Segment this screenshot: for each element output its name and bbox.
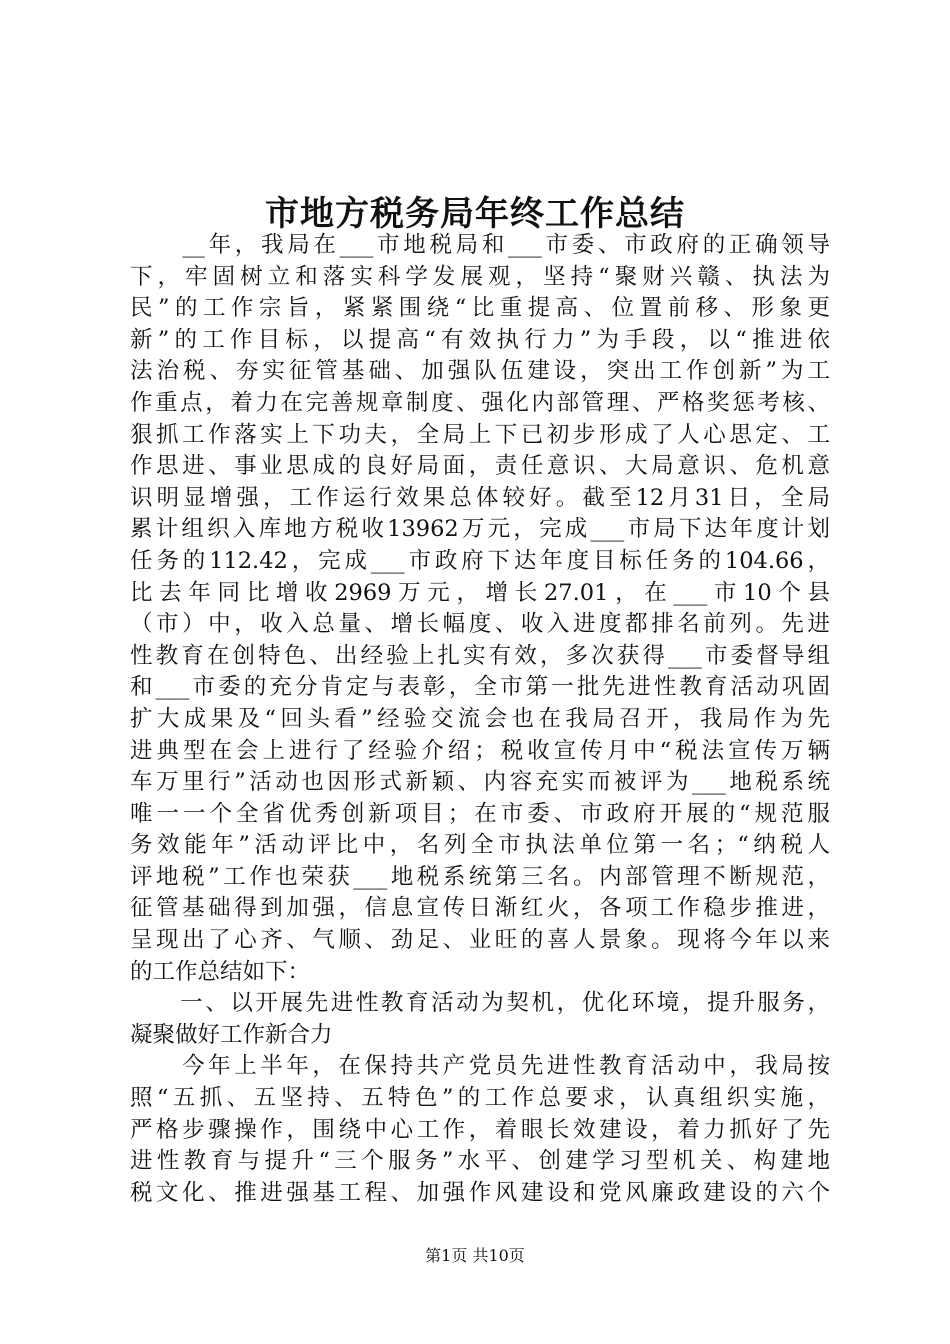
text-line: 任务的112.42，完成___市政府下达年度目标任务的104.66， [130,547,830,574]
text-line: 车万里行”活动也因形式新颖、内容充实而被评为___地税系统 [130,769,830,796]
text-line: 比去年同比增收2969万元，增长27.01，在___市10个县 [130,579,830,606]
text-line: 评地税”工作也荣获___地税系统第三名。内部管理不断规范， [130,863,830,890]
text-line: 进性教育与提升“三个服务”水平、创建学习型机关、构建地 [130,1148,830,1175]
text-line: 作思进、事业思成的良好局面，责任意识、大局意识、危机意 [130,453,830,480]
text-line: 呈现出了心齐、气顺、劲足、业旺的喜人景象。现将今年以来 [130,927,830,954]
text-line: 务效能年”活动评比中，名列全市执法单位第一名；“纳税人 [130,832,830,859]
text-line: 照“五抓、五坚持、五特色”的工作总要求，认真组织实施， [130,1085,830,1112]
text-line: 识明显增强，工作运行效果总体较好。截至12月31日，全局 [130,484,830,511]
text-line: 和___市委的充分肯定与表彰，全市第一批先进性教育活动巩固 [130,674,830,701]
text-line: 作重点，着力在完善规章制度、强化内部管理、严格奖惩考核、 [130,389,830,416]
document-title: 市地方税务局年终工作总结 [265,194,685,234]
text-line: 严格步骤操作，围绕中心工作，着眼长效建设，着力抓好了先 [130,1116,830,1143]
text-line: 唯一一个全省优秀创新项目；在市委、市政府开展的“规范服 [130,800,830,827]
page-footer: 第1页 共10页 [425,1246,525,1265]
text-line: 狠抓工作落实上下功夫，全局上下已初步形成了人心思定、工 [130,421,830,448]
text-line: （市）中，收入总量、增长幅度、收入进度都排名前列。先进 [130,611,830,638]
text-line: 法治税、夯实征管基础、加强队伍建设，突出工作创新”为工 [130,358,830,385]
text-line: 凝聚做好工作新合力 [130,1021,333,1048]
text-line: 新”的工作目标，以提高“有效执行力”为手段，以“推进依 [130,326,830,353]
text-line: 进典型在会上进行了经验介绍；税收宣传月中“税法宣传万辆 [130,737,830,764]
text-line: 累计组织入库地方税收13962万元，完成___市局下达年度计划 [130,516,830,543]
text-line: 今年上半年，在保持共产党员先进性教育活动中，我局按 [130,1053,830,1080]
text-line: 下，牢固树立和落实科学发展观，坚持“聚财兴赣、执法为 [130,263,830,290]
text-line: 民”的工作宗旨，紧紧围绕“比重提高、位置前移、形象更 [130,295,830,322]
text-line: 一、以开展先进性教育活动为契机，优化环境，提升服务， [130,990,830,1017]
text-line: 性教育在创特色、出经验上扎实有效，多次获得___市委督导组 [130,642,830,669]
text-line: 扩大成果及“回头看”经验交流会也在我局召开，我局作为先 [130,705,830,732]
text-line: __年，我局在___市地税局和___市委、市政府的正确领导 [130,232,830,258]
document-body [130,230,830,1209]
text-line: 的工作总结如下： [130,958,311,985]
text-line: 税文化、推进强基工程、加强作风建设和党风廉政建设的六个 [130,1179,830,1206]
text-line: 征管基础得到加强，信息宣传日渐红火，各项工作稳步推进， [130,895,830,922]
